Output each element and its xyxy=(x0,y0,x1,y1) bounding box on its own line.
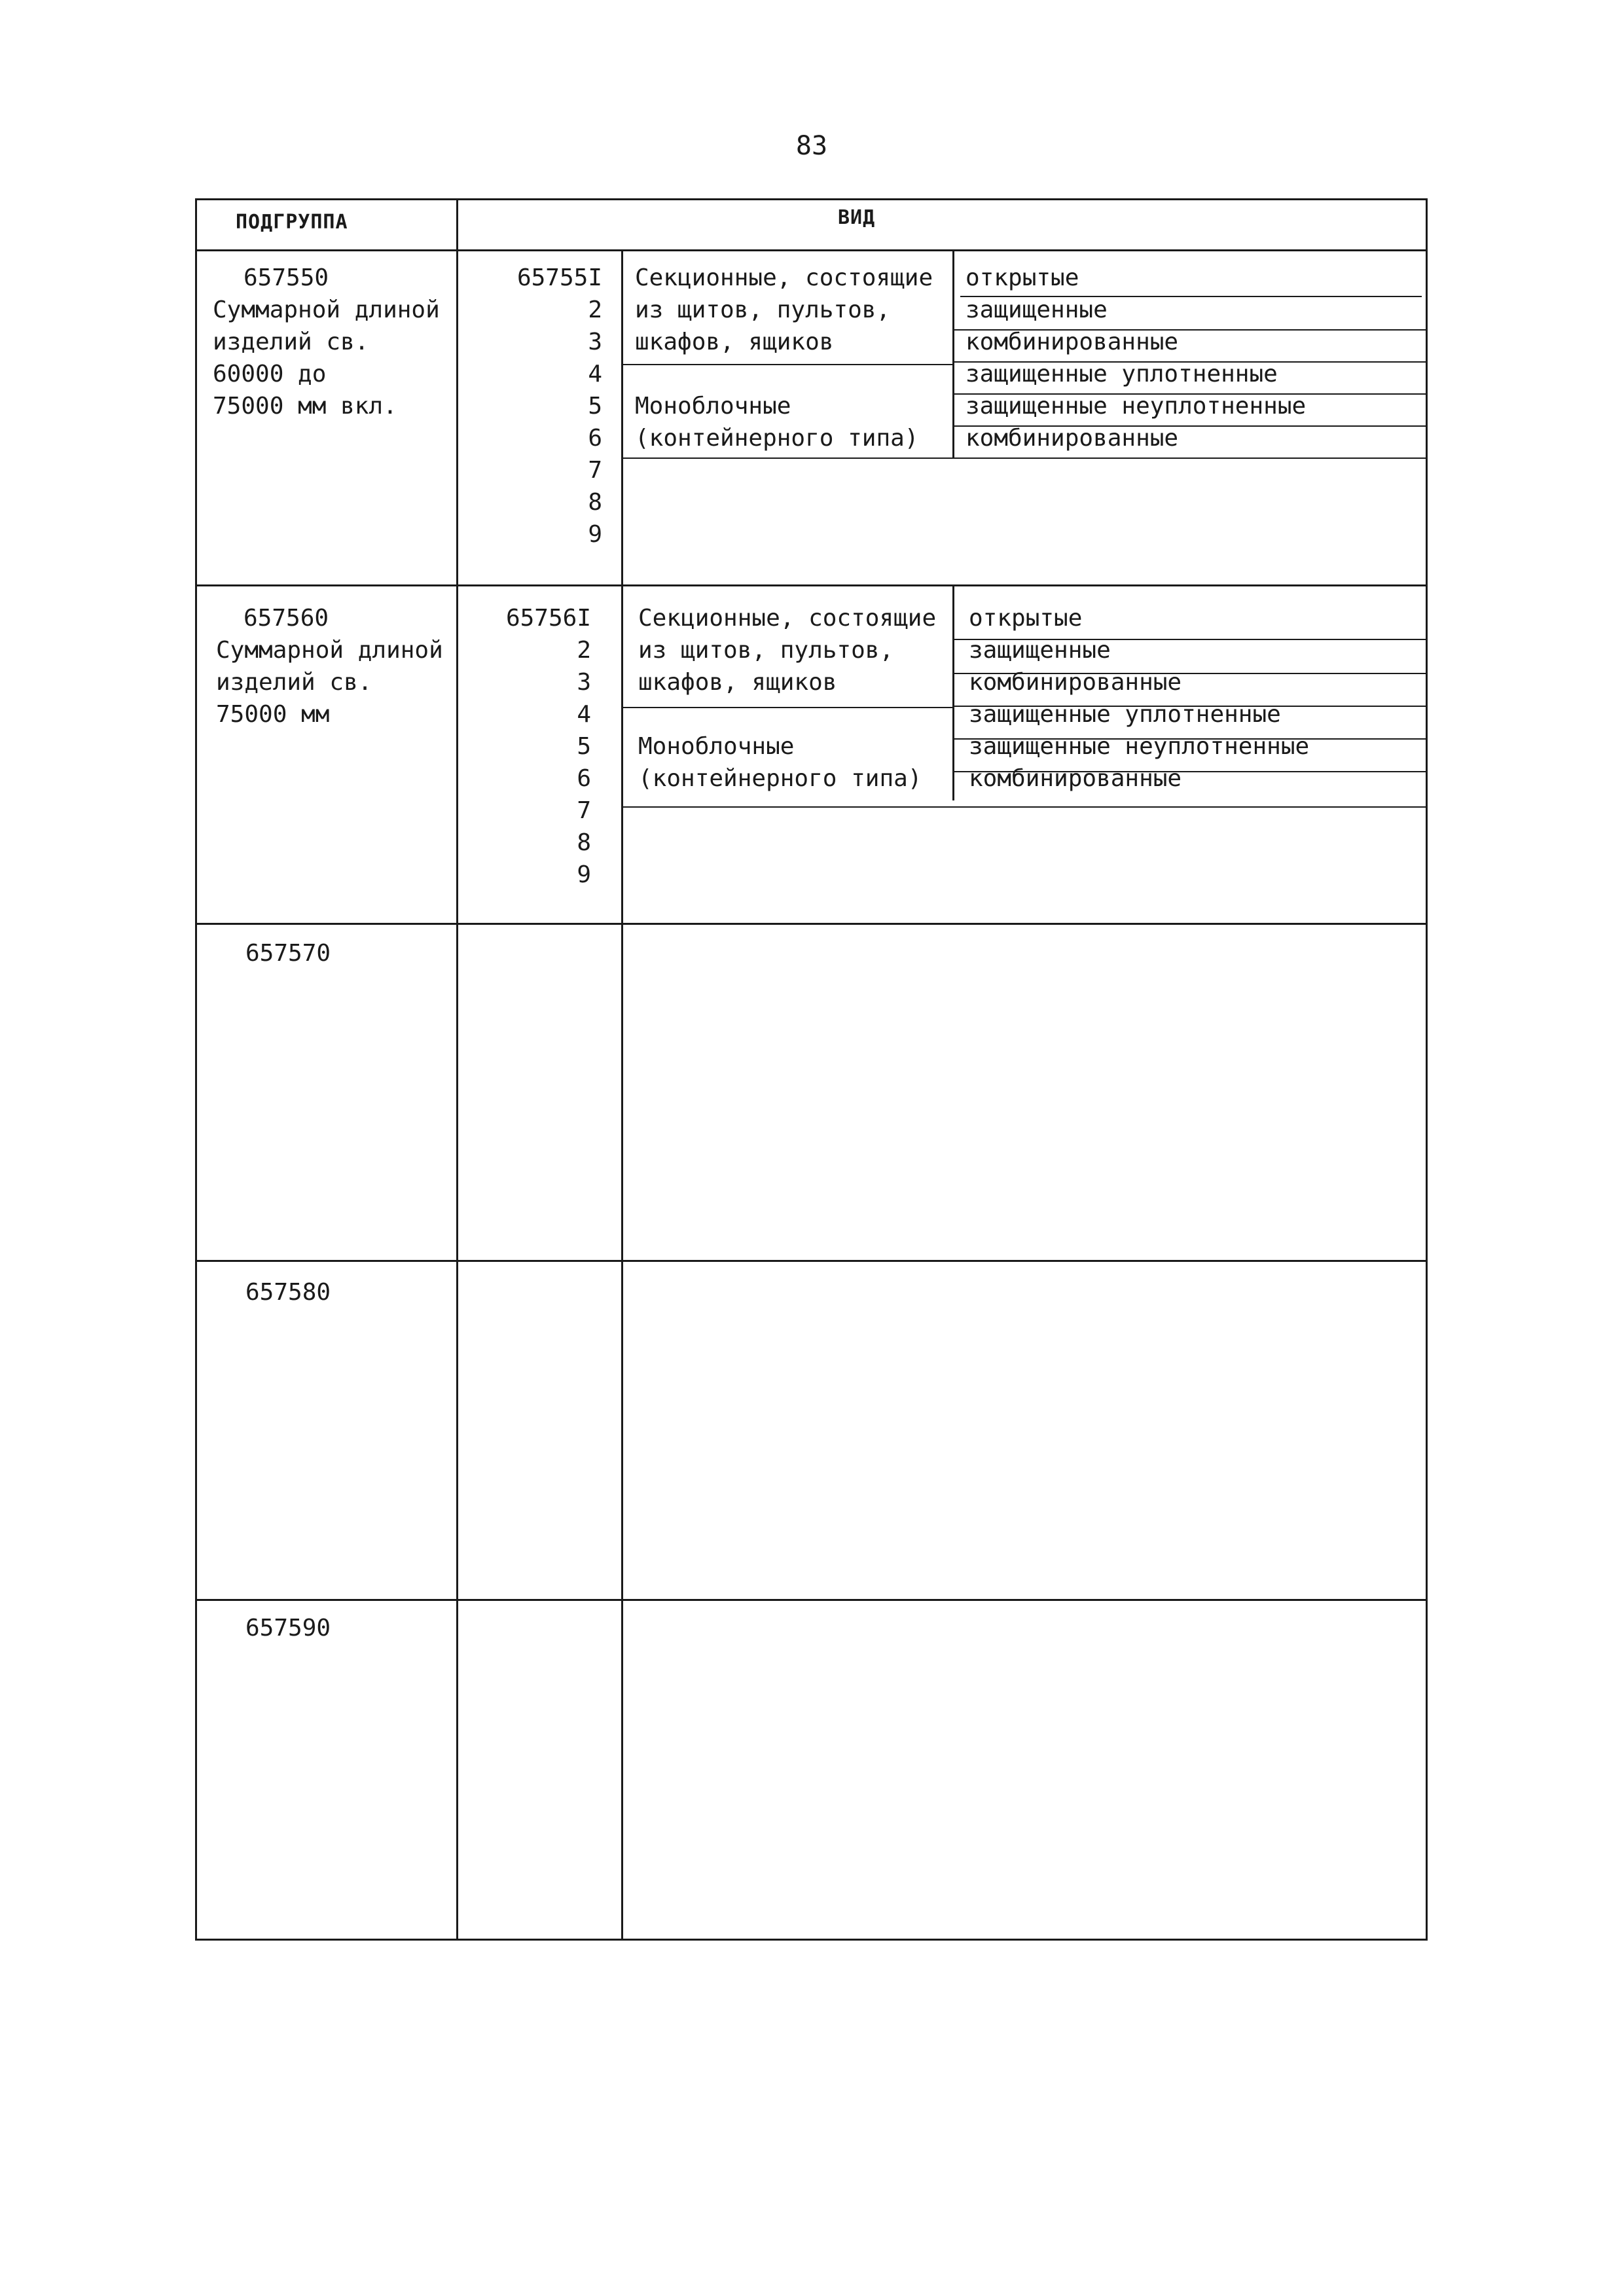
subgroup-code: 657550 xyxy=(244,264,329,291)
type-monoblock: Моноблочные (контейнерного типа) xyxy=(635,393,919,452)
subgroup-code: 657590 xyxy=(245,1615,331,1641)
subgroup-description: Суммарной длиной изделий св. 75000 мм xyxy=(216,637,443,728)
subgroup-description: Суммарной длиной изделий св. 60000 до 75000 мм вкл. xyxy=(213,296,440,420)
subgroup-code: 657570 xyxy=(245,940,331,967)
subgroup-code: 657580 xyxy=(245,1279,331,1306)
page-number: 83 xyxy=(795,131,828,161)
header-subgroup: ПОДГРУППА xyxy=(236,211,348,234)
kind-codes: 65756I 2 3 4 5 6 7 8 9 xyxy=(505,605,591,888)
subgroup-code: 657560 xyxy=(244,605,329,632)
header-kind: ВИД xyxy=(838,206,876,229)
execution-options: открытые защищенные комбинированные защищенные уплотненные защищенные неуплотненные комбинированные xyxy=(969,605,1310,792)
execution-options: открытые защищенные комбинированные защищенные уплотненные защищенные неуплотненные комбинированные xyxy=(965,264,1307,452)
kind-codes: 65755I 2 3 4 5 6 7 8 9 xyxy=(516,264,602,548)
type-sectional: Секционные, состоящие из щитов, пультов, шкафов, ящиков xyxy=(635,264,933,355)
type-monoblock: Моноблочные (контейнерного типа) xyxy=(638,733,922,792)
type-sectional: Секционные, состоящие из щитов, пультов, шкафов, ящиков xyxy=(638,605,937,696)
